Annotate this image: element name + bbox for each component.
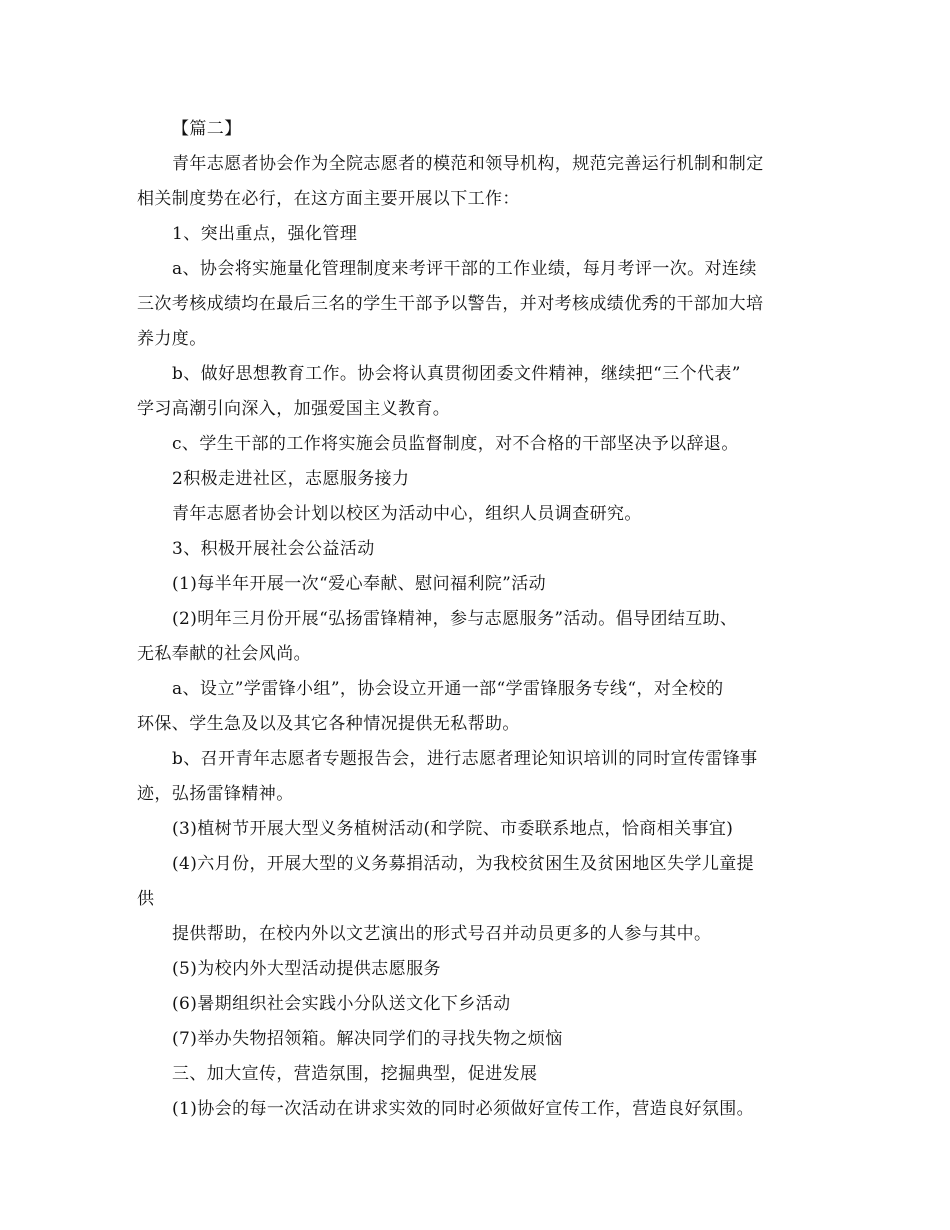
text-line: (1)协会的每一次活动在讲求实效的同时必须做好宣传工作，营造良好氛围。 — [172, 1099, 755, 1119]
text-line: 1、突出重点，强化管理 — [172, 224, 358, 244]
text-line: 青年志愿者协会计划以校区为活动中心，组织人员调查研究。 — [172, 504, 642, 524]
text-line: 环保、学生急及以及其它各种情况提供无私帮助。 — [137, 714, 520, 734]
text-line: (2)明年三月份开展“弘扬雷锋精神，参与志愿服务”活动。倡导团结互助、 — [172, 609, 738, 629]
text-line: b、做好思想教育工作。协会将认真贯彻团委文件精神，继续把“三个代表” — [172, 364, 741, 384]
text-line: 3、积极开展社会公益活动 — [172, 539, 375, 559]
text-line: 学习高潮引向深入，加强爱国主义教育。 — [137, 399, 451, 419]
text-line: (5)为校内外大型活动提供志愿服务 — [172, 959, 441, 979]
text-line: 无私奉献的社会风尚。 — [137, 644, 311, 664]
text-line: 迹，弘扬雷锋精神。 — [137, 784, 294, 804]
text-line: b、召开青年志愿者专题报告会，进行志愿者理论知识培训的同时宣传雷锋事 — [172, 749, 758, 769]
text-line: (3)植树节开展大型义务植树活动(和学院、市委联系地点，恰商相关事宜) — [172, 819, 734, 839]
text-line: 相关制度势在必行，在这方面主要开展以下工作： — [137, 189, 520, 209]
text-line: 养力度。 — [137, 329, 207, 349]
text-line: 青年志愿者协会作为全院志愿者的模范和领导机构，规范完善运行机制和制定 — [172, 154, 764, 174]
text-line: 三、加大宣传，营造氛围，挖掘典型，促进发展 — [172, 1064, 538, 1084]
text-line: a、协会将实施量化管理制度来考评干部的工作业绩，每月考评一次。对连续 — [172, 259, 757, 279]
text-line: (6)暑期组织社会实践小分队送文化下乡活动 — [172, 994, 511, 1014]
text-line: 提供帮助，在校内外以文艺演出的形式号召并动员更多的人参与其中。 — [172, 924, 712, 944]
text-line: a、设立”学雷锋小组”，协会设立开通一部“学雷锋服务专线“，对全校的 — [172, 679, 724, 699]
text-line: 2积极走进社区，志愿服务接力 — [172, 469, 410, 489]
text-line: 供 — [137, 889, 155, 909]
text-line: (7)举办失物招领箱。解决同学们的寻找失物之烦恼 — [172, 1029, 563, 1049]
text-line: 三次考核成绩均在最后三名的学生干部予以警告，并对考核成绩优秀的干部加大培 — [137, 294, 764, 314]
text-line: (4)六月份，开展大型的义务募捐活动，为我校贫困生及贫困地区失学儿童提 — [172, 854, 755, 874]
text-line: c、学生干部的工作将实施会员监督制度，对不合格的干部坚决予以辞退。 — [172, 434, 739, 454]
document-body — [137, 112, 817, 1127]
text-line: 【篇二】 — [172, 119, 242, 139]
text-line: (1)每半年开展一次“爱心奉献、慰问福利院”活动 — [172, 574, 547, 594]
